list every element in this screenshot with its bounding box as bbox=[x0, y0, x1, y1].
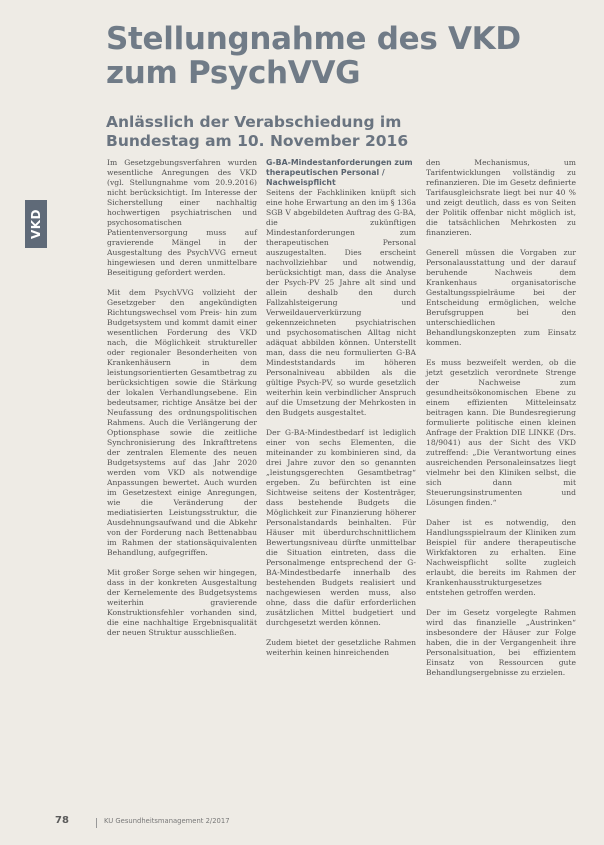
page-number: 78 bbox=[55, 815, 69, 826]
body-paragraph: Zudem bietet der gesetzliche Rahmen weiterhin keinen hinreichenden bbox=[266, 638, 416, 657]
body-paragraph: Der G-BA-Mindestbedarf ist lediglich einer von sechs Elementen, die miteinander zu kombinieren sind, da drei Jahre zuvor den so genannten „leistungsgerechten Gesamtbetrag“ ergeben. Zu befürchten ist eine Sichtweise seitens der Kostenträger, dass bestehende Budgets die Möglichkeit zur Finanzierung höherer Personalstandards beinhalten. Für Häuser mit überdurchschnittlichem Bewertungsniveau dürfte unmittelbar die Situation eintreten, dass die Personalmenge entsprechend der G-BA-Mindestbedarfe innerhalb des bestehenden Budgets realisiert und nachgewiesen werden muss, also ohne, dass die dafür erforderlichen zusätzlichen Mittel budgetiert und durchgesetzt werden können. bbox=[266, 428, 416, 627]
body-paragraph: Generell müssen die Vorgaben zur Personalausstattung und der darauf beruhende Nachweis dem Krankenhaus organisatorische Gestaltungsspielräume bei der Entscheidung ermöglichen, welche Berufsgruppen bei den unterschiedlichen Behandlungskonzepten zum Einsatz kommen. bbox=[426, 248, 576, 347]
section-tab-label: VKD bbox=[29, 208, 44, 240]
footer-source: KU Gesundheitsmanagement 2/2017 bbox=[104, 817, 230, 825]
body-paragraph: Seitens der Fachkliniken knüpft sich eine hohe Erwartung an den im § 136a SGB V abgebildeten Auftrag des G-BA, die zukünftigen Mindestanforderungen zum therapeutischen Personal auszugestalten. Dies erscheint nachvollziehbar und notwendig, berücksichtigt man, dass die Analyse der Psych-PV 25 Jahre alt sind und allein deshalb den durch Fallzahlsteigerung und Verweildauerverkürzung gekennzeichneten psychiatrischen und psychosomatischen Alltag nicht adäquat abbilden können. Unterstellt man, dass die neu formulierten G-BA Mindeststandards im höheren Personalniveau abbilden als die gültige Psych-PV, so wurde gesetzlich weiterhin kein verbindlicher Anspruch auf die Umsetzung der Mehrkosten in den Budgets ausgestaltet. bbox=[266, 188, 416, 417]
body-paragraph: Mit dem PsychVVG vollzieht der Gesetzgeber den angekündigten Richtungswechsel vom Preis- hin zum Budgetsystem und kommt damit einer wesentlichen Forderung des VKD nach, die Möglichkeit struktureller oder regionaler Besonderheiten von Krankenhäusern in dem leistungsorientierten Gesamtbetrag zu berücksichtigen sowie die Stärkung der lokalen Verhandlungsebene. Ein bedeutsamer, richtige Ansätze bei der Neufassung des ordnungspolitischen Rahmens. Auch die Verlängerung der Optionsphase sowie die zeitliche Synchronisierung des Inkrafttretens der zentralen Elemente des neuen Budgetsystems auf das Jahr 2020 werden vom VKD als notwendige Anpassungen bewertet. Auch wurden im Gesetzestext einige Anregungen, wie die Veränderung der mediatisierten Leistungsstruktur, die Ausdehnungsaufwand und die Abkehr von der Forderung nach Bettenabbau im Rahmen der stationsäquivalenten Behandlung, aufgegriffen. bbox=[107, 288, 257, 557]
footer-divider bbox=[96, 818, 97, 828]
article-title: Stellungnahme des VKD zum PsychVVG bbox=[106, 21, 521, 91]
text-column-3 bbox=[426, 158, 576, 688]
text-column-2 bbox=[266, 158, 416, 668]
section-heading: G-BA-Mindestanforderungen zum therapeutischen Personal / Nachweispflicht bbox=[266, 158, 413, 187]
text-column-1 bbox=[107, 158, 257, 648]
body-paragraph: den Mechanismus, um Tarifentwicklungen vollständig zu refinanzieren. Die im Gesetz definierte Tarifausgleichsrate liegt bei nur 40 % und zeigt deutlich, dass es von Seiten der Politik offenbar nicht möglich ist, die tatsächlichen Mehrkosten zu finanzieren. bbox=[426, 158, 576, 237]
body-paragraph: Mit großer Sorge sehen wir hingegen, dass in der konkreten Ausgestaltung der Kernelemente des Budgetsystems weiterhin gravierende Konstruktionsfehler vorhanden sind, die eine nachhaltige Ergebnisqualität der neuen Struktur ausschließen. bbox=[107, 568, 257, 637]
article-subtitle: Anlässlich der Verabschiedung im Bundestag am 10. November 2016 bbox=[106, 113, 409, 150]
body-paragraph: Daher ist es notwendig, den Handlungsspielraum der Kliniken zum Beispiel für andere therapeutische Wirkfaktoren zu erhalten. Eine Nachweispflicht sollte zugleich erlaubt, die bereits im Rahmen der Krankenhausstrukturgesetzes entstehen getroffen werden. bbox=[426, 518, 576, 597]
section-tab bbox=[25, 200, 47, 248]
body-paragraph: Es muss bezweifelt werden, ob die jetzt gesetzlich verordnete Strenge der Nachweise zum gesundheitsökonomischen Ebene zu einem effizienten Mitteleinsatz beitragen kann. Die Bundesregierung formulierte politische einen kleinen Anfrage der Fraktion DIE LINKE (Drs. 18/9041) aus der Sicht des VKD zutreffend: „Die Verantwortung eines ausreichenden Personaleinsatzes liegt vielmehr bei den Kliniken selbst, die sich dann mit Steuerungsinstrumenten und Lösungen finden.“ bbox=[426, 358, 576, 507]
body-paragraph: Der im Gesetz vorgelegte Rahmen wird das finanzielle „Austrinken“ insbesondere der Häuser zur Folge haben, die in der Vergangenheit ihre Personalsituation, bei effizientem Einsatz von Ressourcen gute Behandlungsergebnisse zu erzielen. bbox=[426, 608, 576, 677]
body-paragraph: Im Gesetzgebungsverfahren wurden wesentliche Anregungen des VKD (vgl. Stellungnahme vom 20.9.2016) nicht berücksichtigt. Im Interesse der Sicherstellung einer nachhaltig hochwertigen psychiatrischen und psychosomatischen Patientenversorgung muss auf gravierende Mängel in der Ausgestaltung des PsychVVG erneut hingewiesen und deren unmittelbare Beseitigung gefordert werden. bbox=[107, 158, 257, 277]
